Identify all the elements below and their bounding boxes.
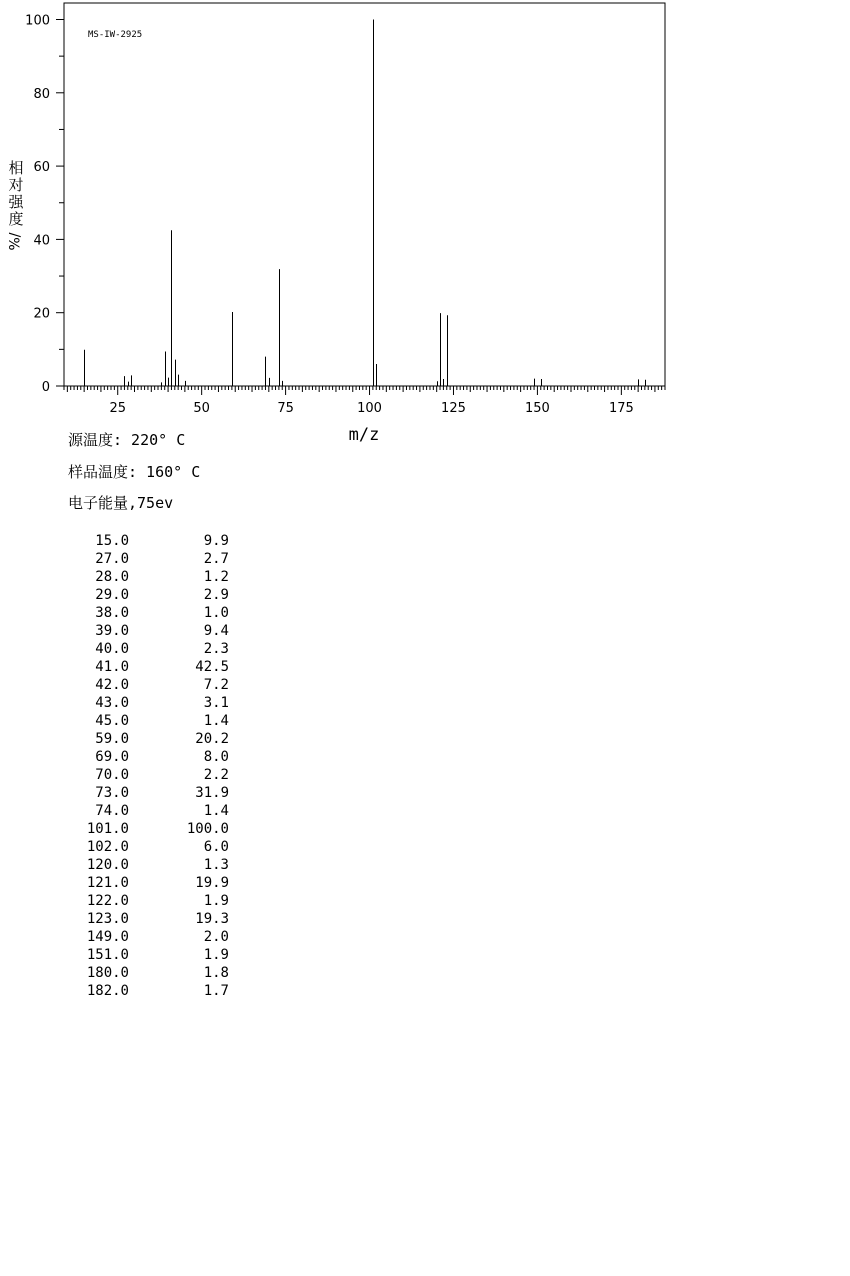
- peak-row: [60, 802, 229, 820]
- peak-row: [60, 730, 229, 748]
- peak-mz: 182.0: [86, 983, 129, 999]
- x-tick-label: 175: [608, 401, 634, 416]
- x-tick-label: 50: [193, 401, 210, 416]
- peak-abundance: 7.2: [203, 677, 229, 693]
- peak-mz: 101.0: [86, 821, 129, 837]
- peak-mz: 42.0: [95, 677, 129, 693]
- peak-mz: 43.0: [95, 695, 129, 711]
- peak-abundance: 1.3: [203, 857, 229, 873]
- peak-mz: 122.0: [86, 893, 129, 909]
- peak-abundance: 6.0: [203, 839, 229, 855]
- y-tick-label: 80: [33, 86, 50, 102]
- y-tick-label: 60: [33, 160, 50, 176]
- sample-temperature: 样品温度: 160° C: [68, 463, 201, 481]
- peak-mz: 27.0: [95, 551, 129, 567]
- peak-row: [60, 892, 229, 910]
- peak-mz: 40.0: [95, 641, 129, 657]
- peak-mz: 69.0: [95, 749, 129, 765]
- plot-frame: [64, 3, 665, 386]
- x-tick-label: 25: [109, 401, 126, 416]
- peak-abundance: 2.0: [203, 929, 229, 945]
- peak-row: [60, 748, 229, 766]
- peak-row: [60, 766, 229, 784]
- peak-abundance: 1.4: [203, 803, 229, 819]
- peak-row: [60, 712, 229, 730]
- peak-abundance: 31.9: [195, 785, 229, 801]
- y-axis-label-char: 相: [8, 159, 24, 177]
- peak-abundance: 8.0: [203, 749, 229, 765]
- peak-mz: 41.0: [95, 659, 129, 675]
- peak-abundance: 1.9: [203, 947, 229, 963]
- peak-row: [60, 676, 229, 694]
- peak-abundance: 9.4: [203, 623, 229, 639]
- y-tick-label: 40: [33, 233, 50, 249]
- peak-mz: 74.0: [95, 803, 129, 819]
- peak-mz: 38.0: [95, 605, 129, 621]
- x-minor-ticks: [64, 386, 665, 392]
- peak-abundance: 2.9: [203, 587, 229, 603]
- peak-abundance: 1.8: [203, 965, 229, 981]
- peak-mz: 123.0: [86, 911, 129, 927]
- x-axis-ticks: [109, 386, 633, 416]
- x-axis-label: m/z: [348, 425, 380, 445]
- peak-mz: 180.0: [86, 965, 129, 981]
- peak-mz: 15.0: [95, 533, 129, 549]
- peak-mz: 120.0: [86, 857, 129, 873]
- peak-row: [60, 820, 229, 838]
- peak-mz: 29.0: [95, 587, 129, 603]
- y-axis-label-char: 对: [8, 176, 24, 194]
- peak-row: [60, 838, 229, 856]
- peak-list: [60, 532, 229, 1000]
- x-tick-label: 100: [357, 401, 382, 416]
- mass-spectrum-chart: [0, 0, 850, 450]
- y-axis-ticks: [25, 13, 64, 395]
- peak-row: [60, 694, 229, 712]
- peak-row: [60, 784, 229, 802]
- peak-row: [60, 946, 229, 964]
- y-axis-label-char: 度: [8, 210, 24, 228]
- peak-row: [60, 982, 229, 1000]
- peak-abundance: 2.2: [203, 767, 229, 783]
- peak-abundance: 1.9: [203, 893, 229, 909]
- y-tick-label: 100: [25, 13, 50, 29]
- peak-row: [60, 550, 229, 568]
- peak-abundance: 1.0: [203, 605, 229, 621]
- peak-abundance: 2.7: [203, 551, 229, 567]
- y-axis-label-unit: %/: [7, 232, 24, 251]
- peak-mz: 73.0: [95, 785, 129, 801]
- peak-row: [60, 964, 229, 982]
- peak-abundance: 9.9: [203, 533, 229, 549]
- peak-abundance: 1.7: [203, 983, 229, 999]
- y-axis-label-char: 强: [8, 193, 24, 211]
- peak-abundance: 20.2: [195, 731, 229, 747]
- peak-abundance: 42.5: [195, 659, 229, 675]
- y-tick-label: 20: [33, 306, 50, 322]
- peak-row: [60, 568, 229, 586]
- peak-row: [60, 604, 229, 622]
- peak-abundance: 1.4: [203, 713, 229, 729]
- electron-energy: 电子能量,75ev: [68, 494, 174, 512]
- peak-row: [60, 640, 229, 658]
- peak-row: [60, 928, 229, 946]
- source-temperature: 源温度: 220° C: [68, 431, 186, 449]
- peak-mz: 39.0: [95, 623, 129, 639]
- peak-mz: 149.0: [86, 929, 129, 945]
- peak-mz: 28.0: [95, 569, 129, 585]
- x-tick-label: 75: [277, 401, 294, 416]
- peak-abundance: 2.3: [203, 641, 229, 657]
- peak-mz: 102.0: [86, 839, 129, 855]
- x-tick-label: 150: [524, 401, 550, 416]
- x-tick-label: 125: [441, 401, 466, 416]
- peak-row: [60, 658, 229, 676]
- peak-mz: 121.0: [86, 875, 129, 891]
- peak-row: [60, 586, 229, 604]
- peak-row: [60, 910, 229, 928]
- spectrum-peaks: [85, 19, 646, 386]
- peak-row: [60, 532, 229, 550]
- y-axis-label: [8, 160, 24, 251]
- peak-abundance: 100.0: [186, 821, 229, 837]
- peak-mz: 151.0: [86, 947, 129, 963]
- peak-row: [60, 856, 229, 874]
- peak-mz: 59.0: [95, 731, 129, 747]
- peak-abundance: 19.3: [195, 911, 229, 927]
- peak-mz: 45.0: [95, 713, 129, 729]
- peak-abundance: 3.1: [203, 695, 229, 711]
- y-tick-label: 0: [41, 380, 50, 395]
- chart-annotation: MS-IW-2925: [88, 30, 143, 40]
- peak-abundance: 1.2: [203, 569, 229, 585]
- peak-row: [60, 622, 229, 640]
- peak-mz: 70.0: [95, 767, 129, 783]
- peak-abundance: 19.9: [195, 875, 229, 891]
- peak-row: [60, 874, 229, 892]
